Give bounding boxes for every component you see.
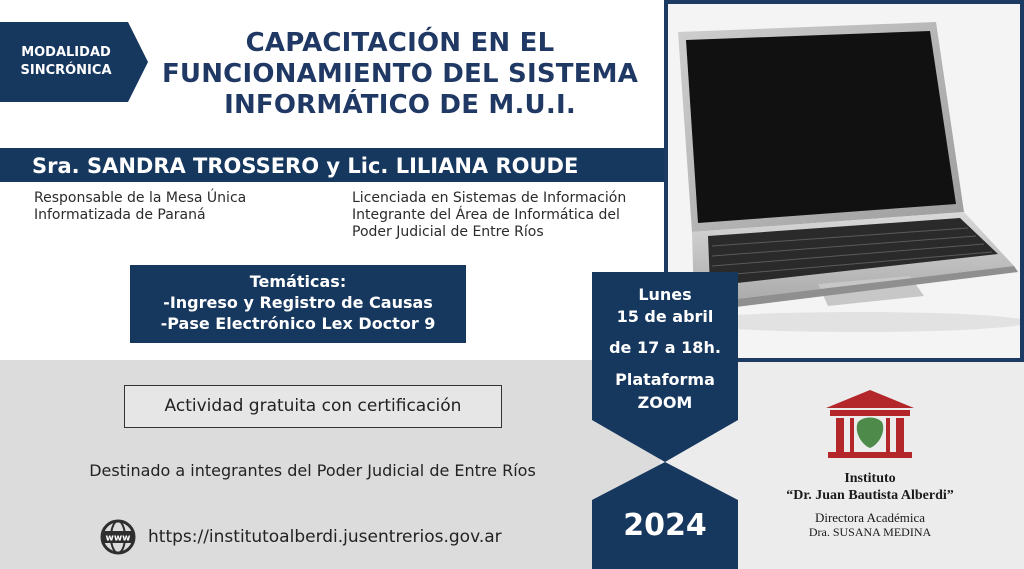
title-line-3: INFORMÁTICO DE M.U.I. [224,90,576,120]
speaker-names: Sra. SANDRA TROSSERO y Lic. LILIANA ROUDE [32,154,579,178]
modality-label [8,44,124,80]
event-year: 2024 [623,508,707,543]
page-title [150,28,650,121]
topics-heading: Temáticas: [249,272,347,291]
institute-name: “Dr. Juan Bautista Alberdi” [786,488,954,503]
audience-text: Destinado a integrantes del Poder Judicial de Entre Ríos [89,461,536,480]
title-line-2: FUNCIONAMIENTO DEL SISTEMA [161,59,639,89]
speaker-2-role-line: Licenciada en Sistemas de Información [352,190,627,206]
speaker-1-role-line: Responsable de la Mesa Única [34,190,247,206]
institute-label: Instituto [844,471,896,486]
modality-line-2: SINCRÓNICA [20,63,112,78]
title-line-1: CAPACITACIÓN EN EL [245,28,555,58]
website-link[interactable]: https://institutoalberdi.jusentrerios.gov.ar [148,527,502,547]
modality-flag [0,22,148,102]
topic-item: -Pase Electrónico Lex Doctor 9 [160,314,436,333]
topics-box [130,265,466,343]
svg-text:www: www [105,533,131,544]
speaker-2-role-line: Poder Judicial de Entre Ríos [352,224,544,240]
schedule-time: de 17 a 18h. [609,338,721,357]
platform-name: ZOOM [637,393,693,412]
topic-item: -Ingreso y Registro de Causas [163,293,433,312]
institute-logo [824,388,916,460]
schedule-day: Lunes [638,285,692,304]
speaker-2-role [352,190,672,241]
modality-line-1: MODALIDAD [21,45,111,60]
www-globe-icon [100,519,136,555]
schedule-date: 15 de abril [616,307,714,326]
director-title: Directora Académica [814,510,926,525]
speaker-1-role-line: Informatizada de Paraná [34,207,206,223]
platform-label: Plataforma [615,370,715,389]
speaker-2-role-line: Integrante del Área de Informática del [352,207,620,223]
speaker-1-role [34,190,334,224]
director-name: Dra. SUSANA MEDINA [808,525,932,539]
certification-box: Actividad gratuita con certificación [124,385,502,428]
